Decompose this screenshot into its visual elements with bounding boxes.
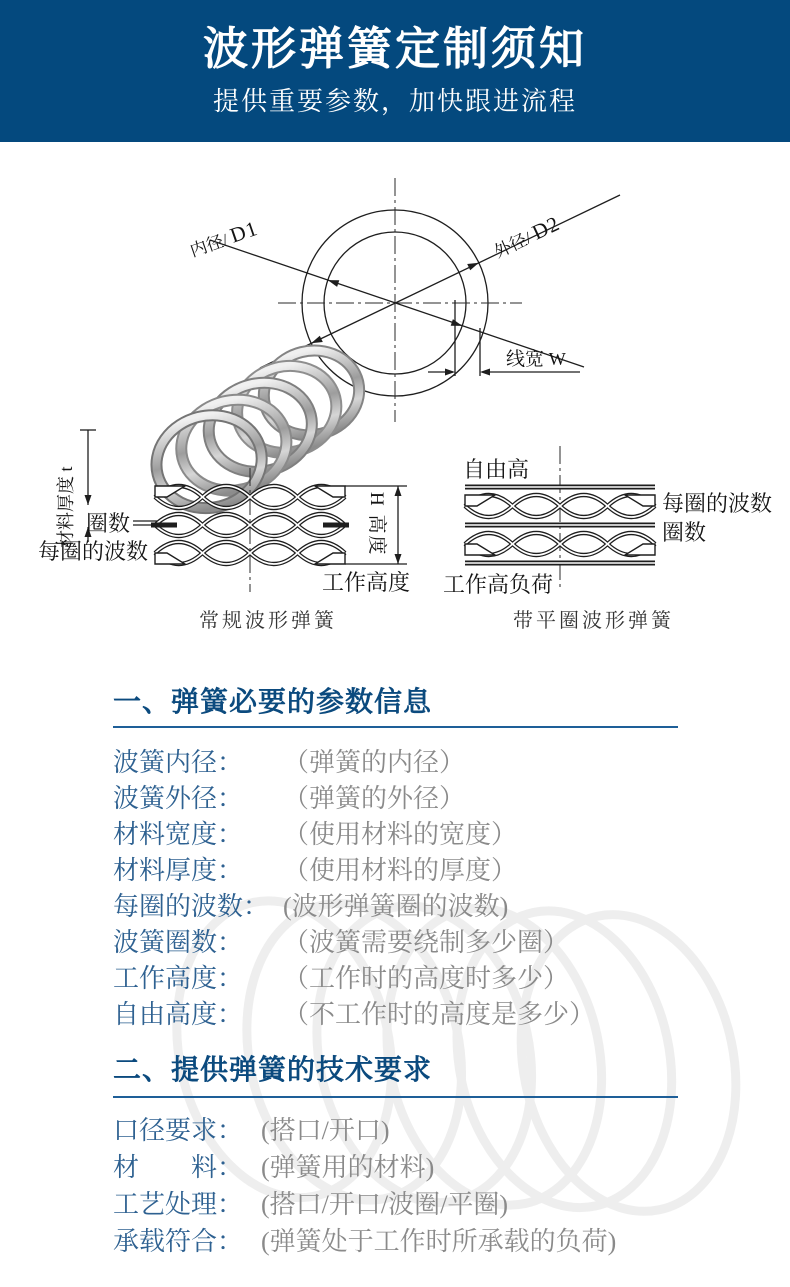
parameter-value: （波簧需要绕制多少圈） bbox=[283, 928, 570, 957]
line-width-code: W bbox=[548, 349, 567, 369]
free-height-label: 自由高 bbox=[463, 457, 530, 482]
material-thickness-code: t bbox=[56, 466, 76, 472]
requirement-row bbox=[113, 1184, 616, 1221]
parameter-row bbox=[113, 994, 595, 1030]
working-height-label: 工作高度 bbox=[322, 570, 411, 595]
parameter-value: （弹簧的内径） bbox=[283, 748, 466, 777]
parameter-label: 波簧外径： bbox=[113, 783, 244, 813]
page-title: 波形弹簧定制须知 bbox=[202, 23, 587, 75]
parameter-row bbox=[113, 922, 595, 958]
parameter-label: 材料宽度： bbox=[113, 819, 244, 849]
requirement-label: 工艺处理： bbox=[113, 1189, 244, 1219]
material-thickness-text: 材料厚度 bbox=[56, 476, 76, 548]
parameter-row bbox=[113, 850, 595, 886]
height-text: 高度 bbox=[366, 514, 387, 557]
line-width-label bbox=[506, 344, 567, 371]
requirement-label: 承载符合： bbox=[113, 1226, 244, 1256]
regular-spring-caption: 常规波形弹簧 bbox=[199, 610, 337, 632]
height-code: H bbox=[366, 492, 387, 508]
requirement-value: (搭口/开口/波圈/平圈) bbox=[261, 1190, 508, 1219]
parameter-label: 自由高度： bbox=[113, 999, 244, 1029]
inner-diameter-text: 内径/ bbox=[187, 230, 231, 261]
parameter-row bbox=[113, 742, 595, 778]
requirement-row bbox=[113, 1110, 616, 1147]
requirement-value: (弹簧用的材料) bbox=[261, 1153, 435, 1182]
parameter-value: （不工作时的高度是多少） bbox=[283, 1000, 596, 1029]
outer-diameter-text: 外径/ bbox=[491, 228, 535, 262]
section2-heading: 二、提供弹簧的技术要求 bbox=[113, 1054, 433, 1085]
inner-diameter-code: D1 bbox=[226, 215, 261, 248]
parameter-row bbox=[113, 778, 595, 814]
header-banner bbox=[0, 0, 790, 142]
waves-per-coil-label: 每圈的波数 bbox=[662, 491, 773, 516]
parameter-value: （使用材料的宽度） bbox=[283, 820, 518, 849]
coil-count-label: 圈数 bbox=[662, 520, 707, 545]
parameter-label: 每圈的波数： bbox=[113, 891, 270, 921]
parameter-row bbox=[113, 814, 595, 850]
parameter-value: (波形弹簧圈的波数) bbox=[283, 892, 509, 921]
parameter-label: 材料厚度： bbox=[113, 855, 244, 885]
requirement-value: (搭口/开口) bbox=[261, 1116, 390, 1145]
parameter-value: （使用材料的厚度） bbox=[283, 856, 518, 885]
section1-list bbox=[113, 742, 595, 1030]
requirement-row bbox=[113, 1221, 616, 1258]
waves-per-coil-label: 每圈的波数 bbox=[38, 539, 149, 564]
line-width-text: 线宽 bbox=[506, 349, 545, 370]
requirement-row bbox=[113, 1147, 616, 1184]
height-h-label bbox=[365, 492, 392, 557]
parameter-row bbox=[113, 886, 595, 922]
parameter-value: （弹簧的外径） bbox=[283, 784, 466, 813]
parameter-value: （工作时的高度时多少） bbox=[283, 964, 570, 993]
requirement-label: 口径要求： bbox=[113, 1115, 244, 1145]
parameter-label: 工作高度： bbox=[113, 963, 244, 993]
outer-diameter-code: D2 bbox=[528, 211, 564, 245]
parameter-label: 波簧圈数： bbox=[113, 927, 244, 957]
parameter-row bbox=[113, 958, 595, 994]
parameter-label: 波簧内径： bbox=[113, 747, 244, 777]
working-load-label: 工作高负荷 bbox=[443, 572, 554, 597]
requirement-value: (弹簧处于工作时所承载的负荷) bbox=[261, 1227, 617, 1256]
section2-list bbox=[113, 1110, 616, 1258]
section2-underline bbox=[113, 1096, 678, 1098]
page-subtitle: 提供重要参数，加快跟进流程 bbox=[212, 85, 577, 116]
coil-count-label: 圈数 bbox=[86, 511, 131, 536]
section1-underline bbox=[113, 726, 678, 728]
section1-heading: 一、弹簧必要的参数信息 bbox=[113, 686, 433, 717]
flat-spring-caption: 带平圈波形弹簧 bbox=[513, 610, 674, 632]
requirement-label: 材 料： bbox=[113, 1152, 244, 1182]
